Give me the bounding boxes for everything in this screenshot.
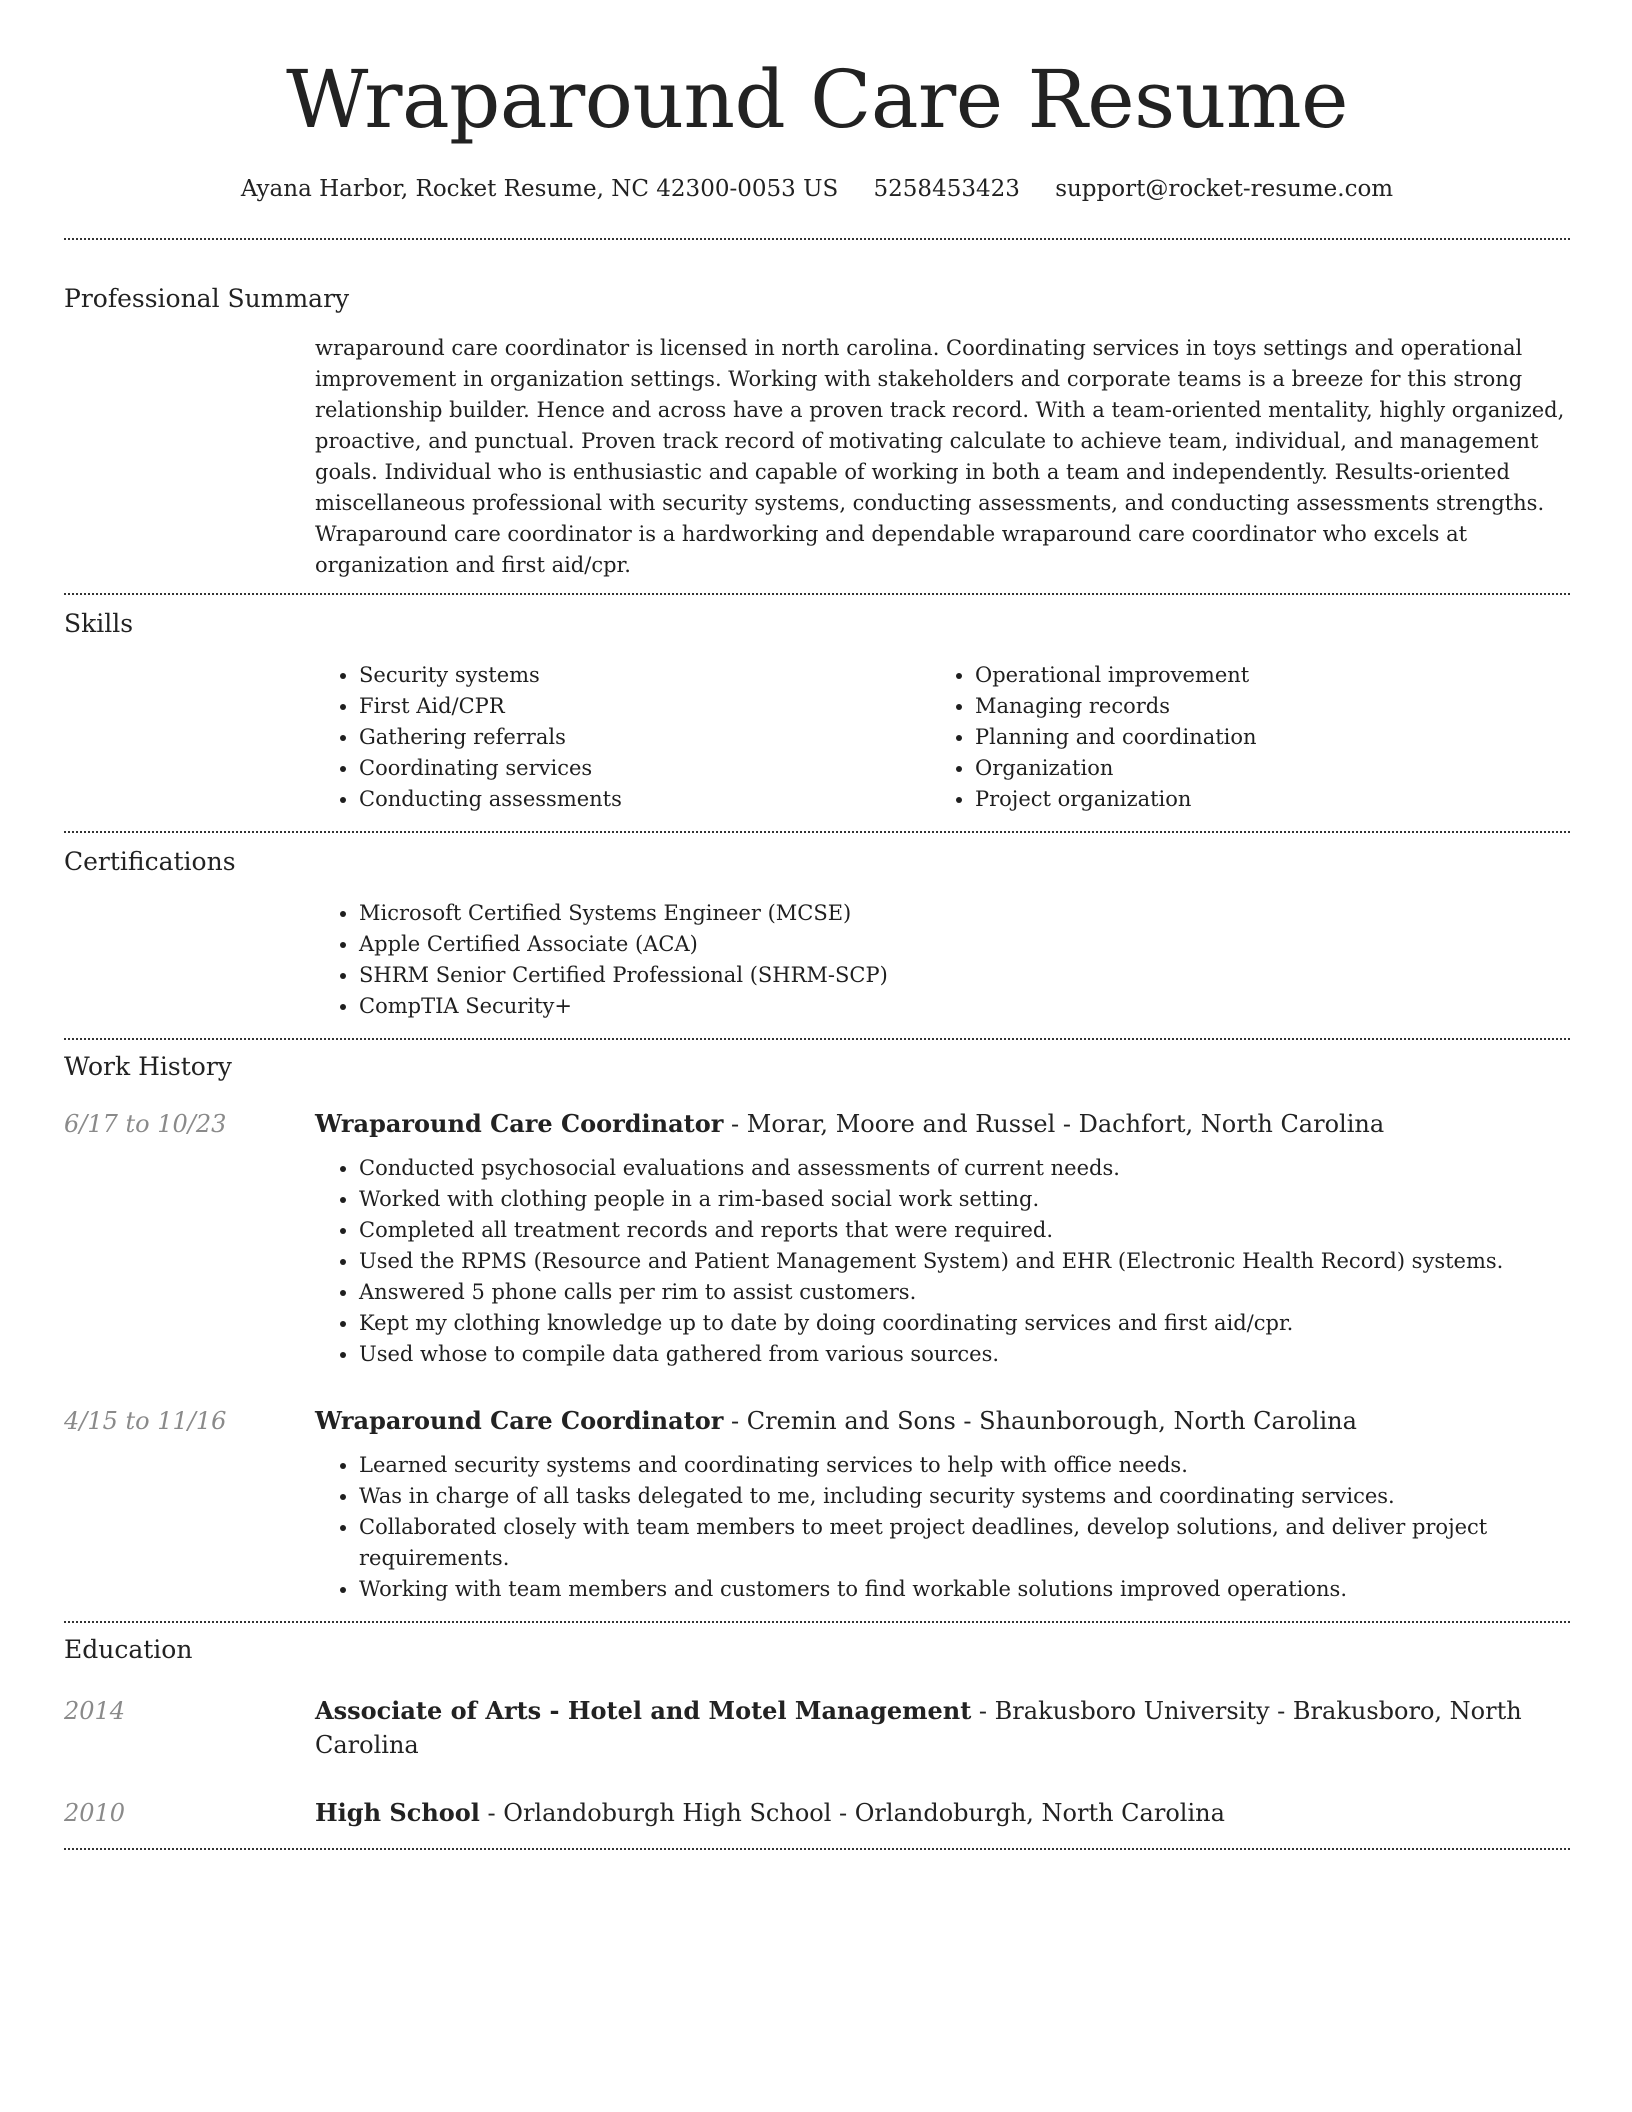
- skill-item: • Security systems: [359, 660, 931, 691]
- job-bullets: [315, 1450, 1570, 1605]
- education-school: - Orlandoburgh High School - Orlandoburgh, North Carolina: [479, 1799, 1225, 1827]
- job-header: [315, 1107, 1384, 1141]
- certification-item: • Microsoft Certified Systems Engineer (MCSE): [359, 898, 1570, 929]
- certification-item: • Apple Certified Associate (ACA): [359, 929, 1570, 960]
- job-bullet: • Collaborated closely with team members to meet project deadlines, develop solutions, and deliver project requirements.: [359, 1512, 1570, 1574]
- job-role: Wraparound Care Coordinator: [315, 1406, 724, 1435]
- summary-section: [64, 240, 1570, 581]
- contact-phone: 5258453423: [873, 176, 1020, 202]
- job-bullet: • Completed all treatment records and reports that were required.: [359, 1215, 1570, 1246]
- job-bullet: • Kept my clothing knowledge up to date by doing coordinating services and first aid/cpr.: [359, 1308, 1570, 1339]
- work-history-section: [64, 1040, 1570, 1605]
- certifications-heading: Certifications: [64, 847, 236, 876]
- skill-item: • Managing records: [975, 691, 1547, 722]
- education-heading: Education: [64, 1635, 193, 1664]
- job-entry: [64, 1107, 1570, 1141]
- certification-item: • SHRM Senior Certified Professional (SHRM-SCP): [359, 960, 1570, 991]
- job-bullet: • Learned security systems and coordinating services to help with office needs.: [359, 1450, 1570, 1481]
- contact-line: [64, 176, 1570, 202]
- summary-text: wraparound care coordinator is licensed in north carolina. Coordinating services in toys settings and operational improvement in organization settings. Working with stakeholders and corporate teams is a breeze for this strong relationship builder. Hence and across have a proven track record. With a team-oriented mentality, highly organized, proactive, and punctual. Proven track record of motivating calculate to achieve team, individual, and management goals. Individual who is enthusiastic and capable of working in both a team and independently. Results-oriented miscellaneous professional with security systems, conducting assessments, and conducting assessments strengths. Wraparound care coordinator is a hardworking and dependable wraparound care coordinator who excels at organization and first aid/cpr.: [315, 336, 1565, 577]
- skill-item: • Coordinating services: [359, 753, 931, 784]
- skills-heading: Skills: [64, 609, 134, 638]
- education-detail: [315, 1694, 1570, 1762]
- skill-item: • First Aid/CPR: [359, 691, 931, 722]
- education-year: 2014: [64, 1697, 126, 1725]
- skill-item: • Operational improvement: [975, 660, 1547, 691]
- job-employer: - Morar, Moore and Russel - Dachfort, North Carolina: [723, 1110, 1385, 1138]
- certifications-list: [315, 898, 1570, 1022]
- job-bullet: • Working with team members and customers to find workable solutions improved operations.: [359, 1574, 1570, 1605]
- certifications-section: [64, 833, 1570, 1022]
- job-bullet: • Worked with clothing people in a rim-based social work setting.: [359, 1184, 1570, 1215]
- resume-page: [64, 0, 1570, 1850]
- education-degree: High School: [315, 1798, 480, 1827]
- job-entry: [64, 1404, 1570, 1438]
- resume-title: Wraparound Care Resume: [286, 53, 1348, 146]
- education-entry: [64, 1796, 1570, 1830]
- education-entry: [64, 1694, 1570, 1762]
- education-school: - Brakusboro University - Brakusboro, North Carolina: [315, 1697, 1522, 1759]
- job-bullet: • Used whose to compile data gathered from various sources.: [359, 1339, 1570, 1370]
- skills-columns: [315, 660, 1570, 815]
- job-bullets: [315, 1153, 1570, 1370]
- work-history-heading: Work History: [64, 1052, 232, 1081]
- job-bullet: • Used the RPMS (Resource and Patient Management System) and EHR (Electronic Health Record) systems.: [359, 1246, 1570, 1277]
- education-year: 2010: [64, 1799, 126, 1827]
- job-role: Wraparound Care Coordinator: [315, 1109, 724, 1138]
- job-dates: 4/15 to 11/16: [64, 1407, 227, 1435]
- job-bullet: • Conducted psychosocial evaluations and assessments of current needs.: [359, 1153, 1570, 1184]
- skills-list-left: [315, 660, 931, 815]
- job-header: [315, 1404, 1357, 1438]
- job-employer: - Cremin and Sons - Shaunborough, North Carolina: [723, 1407, 1357, 1435]
- job-bullet: • Was in charge of all tasks delegated to me, including security systems and coordinating services.: [359, 1481, 1570, 1512]
- skill-item: • Planning and coordination: [975, 722, 1547, 753]
- education-degree: Associate of Arts - Hotel and Motel Management: [315, 1696, 972, 1725]
- certification-item: • CompTIA Security+: [359, 991, 1570, 1022]
- contact-address: Ayana Harbor, Rocket Resume, NC 42300-0053 US: [240, 176, 839, 202]
- skills-section: [64, 595, 1570, 815]
- contact-email: support@rocket-resume.com: [1055, 176, 1394, 202]
- skill-item: • Organization: [975, 753, 1547, 784]
- job-dates: 6/17 to 10/23: [64, 1110, 227, 1138]
- skills-list-right: [931, 660, 1547, 815]
- skill-item: • Conducting assessments: [359, 784, 931, 815]
- job-bullet: • Answered 5 phone calls per rim to assist customers.: [359, 1277, 1570, 1308]
- skill-item: • Gathering referrals: [359, 722, 931, 753]
- education-detail: [315, 1796, 1225, 1830]
- skill-item: • Project organization: [975, 784, 1547, 815]
- education-section: [64, 1623, 1570, 1830]
- summary-heading: Professional Summary: [64, 284, 350, 313]
- divider: [64, 1848, 1570, 1850]
